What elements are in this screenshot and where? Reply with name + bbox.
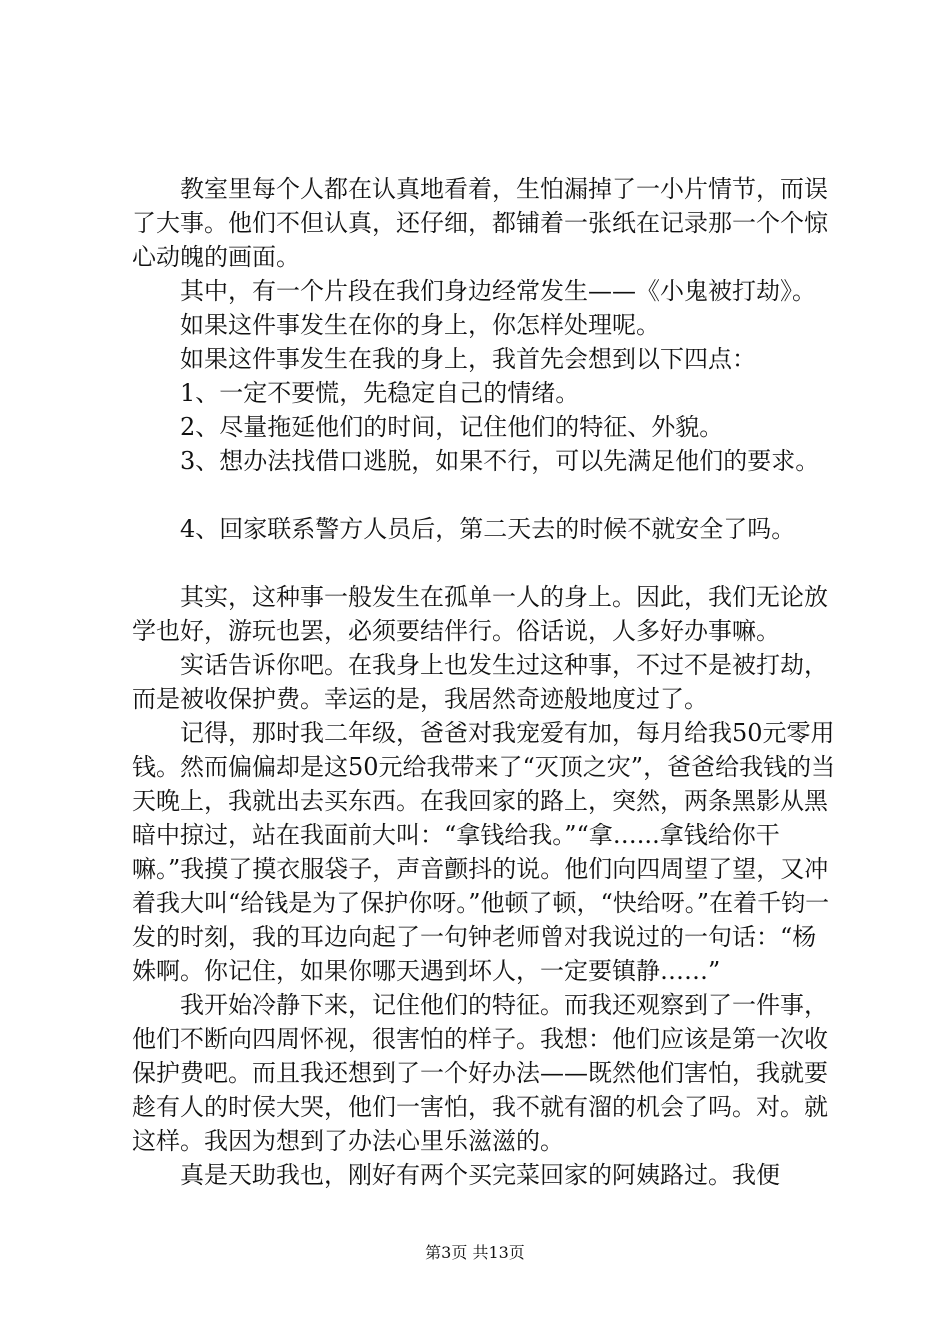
paragraph-8: 我开始冷静下来，记住他们的特征。而我还观察到了一件事，他们不断向四周怀视，很害怕的样子。我想：他们应该是第一次收保护费吧。而且我还想到了一个好办法——既然他们害怕，我就要趁有人的时侯大哭，他们一害怕，我不就有溜的机会了吗。对。就这样。我因为想到了办法心里乐滋滋的。 bbox=[132, 991, 828, 1155]
paragraph-2: 其中，有一个片段在我们身边经常发生——《小鬼被打劫》。 bbox=[180, 277, 816, 305]
page-number-footer: 第3页 共13页 bbox=[425, 1243, 525, 1262]
list-item-1: 1、一定不要慌，先稳定自己的情绪。 bbox=[180, 379, 580, 407]
list-item-4: 4、回家联系警方人员后，第二天去的时候不就安全了吗。 bbox=[180, 515, 796, 543]
paragraph-4: 如果这件事发生在我的身上，我首先会想到以下四点： bbox=[180, 345, 756, 373]
list-item-3: 3、想办法找借口逃脱，如果不行，可以先满足他们的要求。 bbox=[180, 447, 820, 475]
paragraph-3: 如果这件事发生在你的身上，你怎样处理呢。 bbox=[180, 311, 660, 339]
paragraph-7: 记得，那时我二年级，爸爸对我宠爱有加，每月给我50元零用钱。然而偏偏却是这50元给我带来了“灭顶之灾”，爸爸给我钱的当天晚上，我就出去买东西。在我回家的路上，突然，两条黑影从黑暗中掠过，站在我面前大叫：“拿钱给我。”“拿…...拿钱给你干嘛。”我摸了摸衣服袋子，声音颤抖的说。他们向四周望了望，又冲着我大叫“给钱是为了保护你呀。”他顿了顿，“快给呀。”在着千钧一发的时刻，我的耳边向起了一句钟老师曾对我说过的一句话：“杨姝啊。你记住，如果你哪天遇到坏人，一定要镇静……” bbox=[132, 719, 836, 985]
paragraph-9: 真是天助我也，刚好有两个买完菜回家的阿姨路过。我便 bbox=[180, 1161, 780, 1189]
paragraph-6: 实话告诉你吧。在我身上也发生过这种事，不过不是被打劫，而是被收保护费。幸运的是，我居然奇迹般地度过了。 bbox=[132, 651, 828, 713]
document-body bbox=[132, 172, 838, 1192]
paragraph-1: 教室里每个人都在认真地看着，生怕漏掉了一小片情节，而误了大事。他们不但认真，还仔细，都铺着一张纸在记录那一个个惊心动魄的画面。 bbox=[132, 175, 828, 271]
list-item-2: 2、尽量拖延他们的时间，记住他们的特征、外貌。 bbox=[180, 413, 724, 441]
paragraph-5: 其实，这种事一般发生在孤单一人的身上。因此，我们无论放学也好，游玩也罢，必须要结伴行。俗话说，人多好办事嘛。 bbox=[132, 583, 828, 645]
